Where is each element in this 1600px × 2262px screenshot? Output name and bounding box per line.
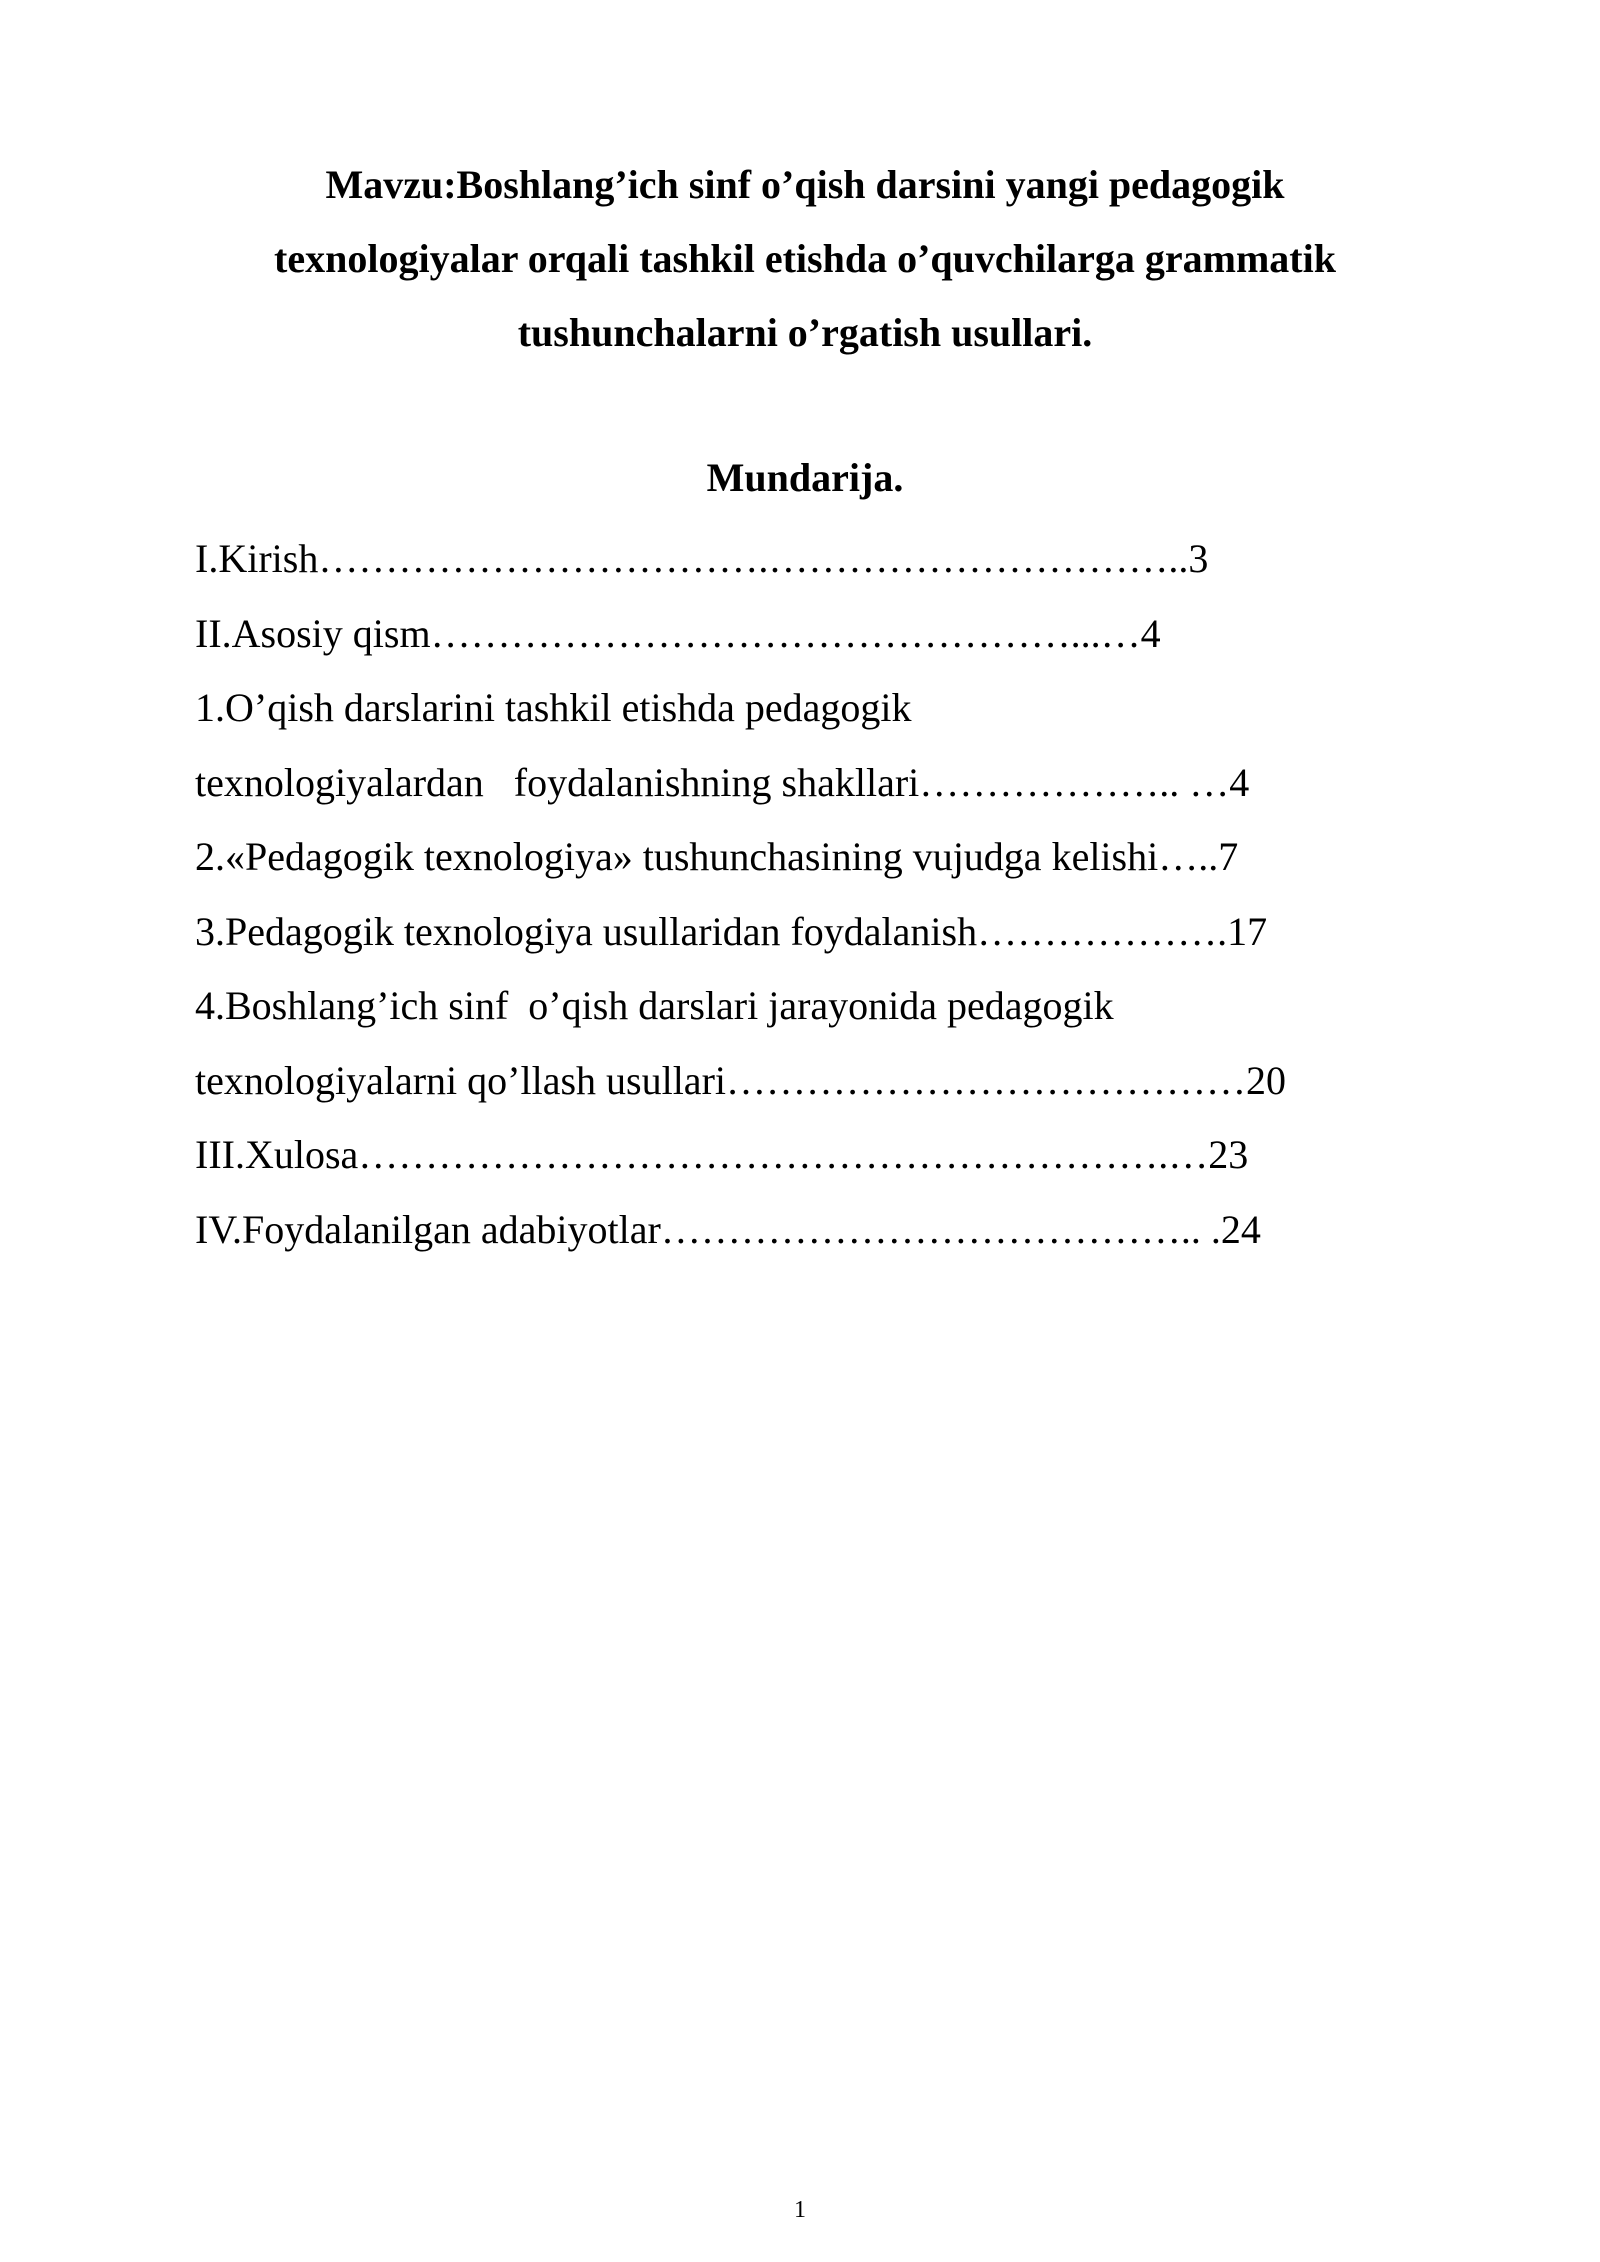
table-of-contents xyxy=(195,522,1395,1267)
toc-entry: 1.O’qish darslarini tashkil etishda pedagogik xyxy=(195,685,912,730)
document-title xyxy=(195,148,1415,370)
toc-entry: 3.Pedagogik texnologiya usullaridan foydalanish……………….17 xyxy=(195,908,1268,954)
toc-entry: 2.«Pedagogik texnologiya» tushunchasining vujudga kelishi…..7 xyxy=(195,834,1239,879)
title-line: texnologiyalar orqali tashkil etishda o’quvchilarga grammatik xyxy=(274,236,1336,281)
toc-entry: IV.Foydalanilgan adabiyotlar………………………………….. .24 xyxy=(195,1206,1261,1252)
toc-entry: I.Kirish…………………………….…………………………..3 xyxy=(195,536,1209,581)
toc-entry: 4.Boshlang’ich sinf o’qish darslari jarayonida pedagogik xyxy=(195,983,1114,1028)
toc-heading: Mundarija. xyxy=(706,455,904,500)
toc-entry: II.Asosiy qism…………………………………………...…4 xyxy=(195,610,1161,656)
toc-entry: texnologiyalardan foydalanishning shakllari……………….. …4 xyxy=(195,759,1250,805)
title-line: tushunchalarni o’rgatish usullari. xyxy=(517,310,1093,355)
toc-entry: texnologiyalarni qo’llash usullari…………………………………20 xyxy=(195,1057,1286,1103)
title-line: Mavzu:Boshlang’ich sinf o’qish darsini yangi pedagogik xyxy=(325,162,1285,207)
toc-entry: III.Xulosa…………………………………………………….…23 xyxy=(195,1132,1249,1177)
page-number: 1 xyxy=(794,2197,806,2223)
